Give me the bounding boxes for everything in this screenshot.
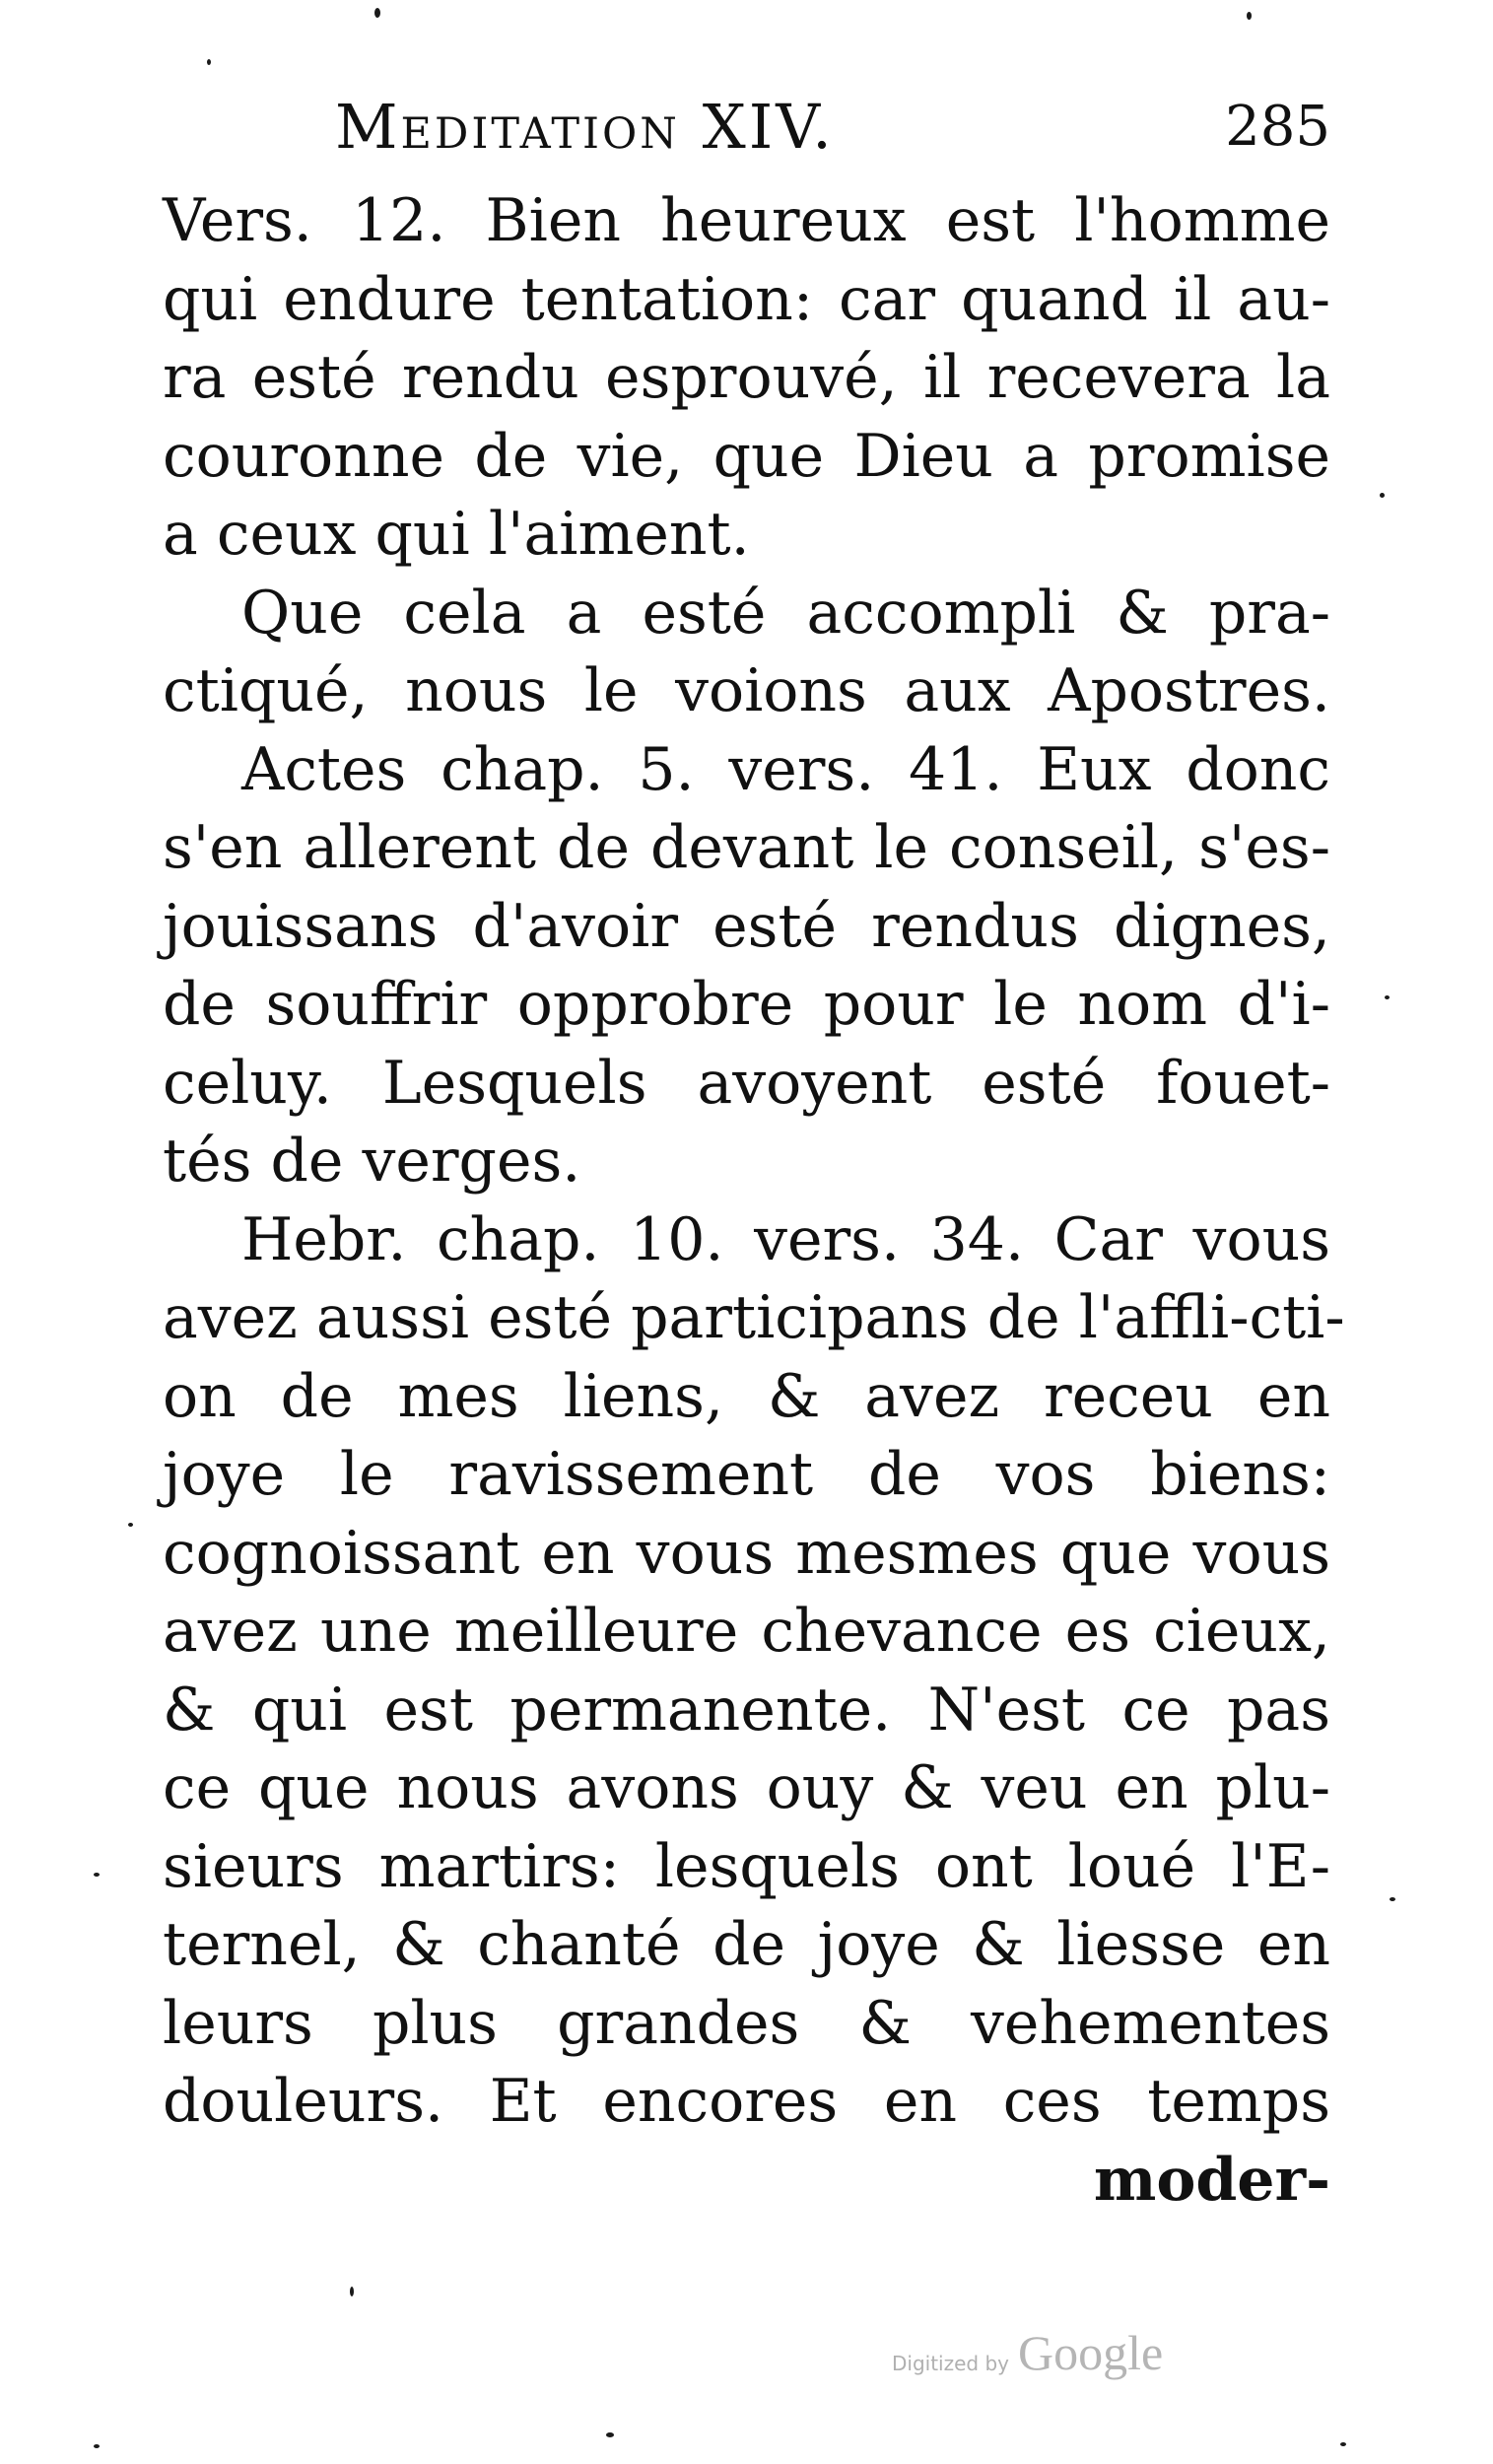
catchword: moder- bbox=[1093, 2145, 1330, 2215]
text-line: tés de verges. bbox=[163, 1127, 581, 1196]
text-line: ctiqué, nous le voions aux Apostres. bbox=[163, 656, 1330, 725]
text-line: ternel, & chanté de joye & liesse en bbox=[163, 1910, 1330, 1979]
text-line: Que cela a esté accompli & pra- bbox=[241, 578, 1330, 648]
text-line: Vers. 12. Bien heureux est l'homme bbox=[163, 186, 1330, 255]
body-text bbox=[163, 182, 1345, 2220]
scan-speck bbox=[128, 1523, 133, 1527]
text-line: jouissans d'avoir esté rendus dignes, bbox=[163, 891, 1330, 961]
text-line: couronne de vie, que Dieu a promise bbox=[163, 421, 1330, 491]
scan-speck bbox=[1385, 995, 1390, 999]
text-line: de souffrir opprobre pour le nom d'i- bbox=[163, 970, 1330, 1039]
scan-speck bbox=[606, 2432, 614, 2437]
text-line: qui endure tentation: car quand il au- bbox=[163, 264, 1330, 334]
text-line: Hebr. chap. 10. vers. 34. Car vous bbox=[241, 1204, 1330, 1274]
text-line: on de mes liens, & avez receu en bbox=[163, 1361, 1330, 1431]
scan-speck bbox=[94, 1873, 100, 1877]
running-title: Meditation XIV. bbox=[335, 91, 835, 163]
text-line: avez une meilleure chevance es cieux, bbox=[163, 1597, 1330, 1666]
text-line: Actes chap. 5. vers. 41. Eux donc bbox=[241, 734, 1330, 804]
page-number: 285 bbox=[1225, 95, 1330, 159]
scan-speck bbox=[207, 59, 211, 65]
google-logo: Google bbox=[1018, 2325, 1164, 2380]
text-line: douleurs. Et encores en ces temps bbox=[163, 2067, 1330, 2136]
text-line: s'en allerent de devant le conseil, s'es- bbox=[163, 813, 1330, 882]
text-line: ra esté rendu esprouvé, il recevera la bbox=[163, 343, 1330, 412]
scan-speck bbox=[1390, 1897, 1395, 1901]
scan-speck bbox=[350, 2287, 354, 2296]
scan-speck bbox=[1247, 12, 1252, 20]
text-line: celuy. Lesquels avoyent esté fouet- bbox=[163, 1048, 1330, 1118]
page-header bbox=[335, 91, 1330, 170]
text-line: cognoissant en vous mesmes que vous bbox=[163, 1518, 1330, 1588]
text-line: sieurs martirs: lesquels ont loué l'E- bbox=[163, 1831, 1330, 1901]
scan-speck bbox=[94, 2444, 100, 2448]
text-line: ce que nous avons ouy & veu en plu- bbox=[163, 1753, 1330, 1822]
text-line: joye le ravissement de vos biens: bbox=[163, 1440, 1330, 1509]
scan-speck bbox=[374, 8, 380, 18]
text-line: avez aussi esté participans de l'affli-cti- bbox=[163, 1283, 1345, 1352]
text-line: & qui est permanente. N'est ce pas bbox=[163, 1675, 1330, 1745]
digitized-watermark bbox=[892, 2324, 1247, 2383]
scan-speck bbox=[1340, 2442, 1346, 2446]
text-line: leurs plus grandes & vehementes bbox=[163, 1988, 1330, 2058]
text-line: a ceux qui l'aiment. bbox=[163, 500, 750, 569]
scan-speck bbox=[1380, 493, 1385, 498]
watermark-prefix: Digitized by bbox=[892, 2352, 1009, 2375]
